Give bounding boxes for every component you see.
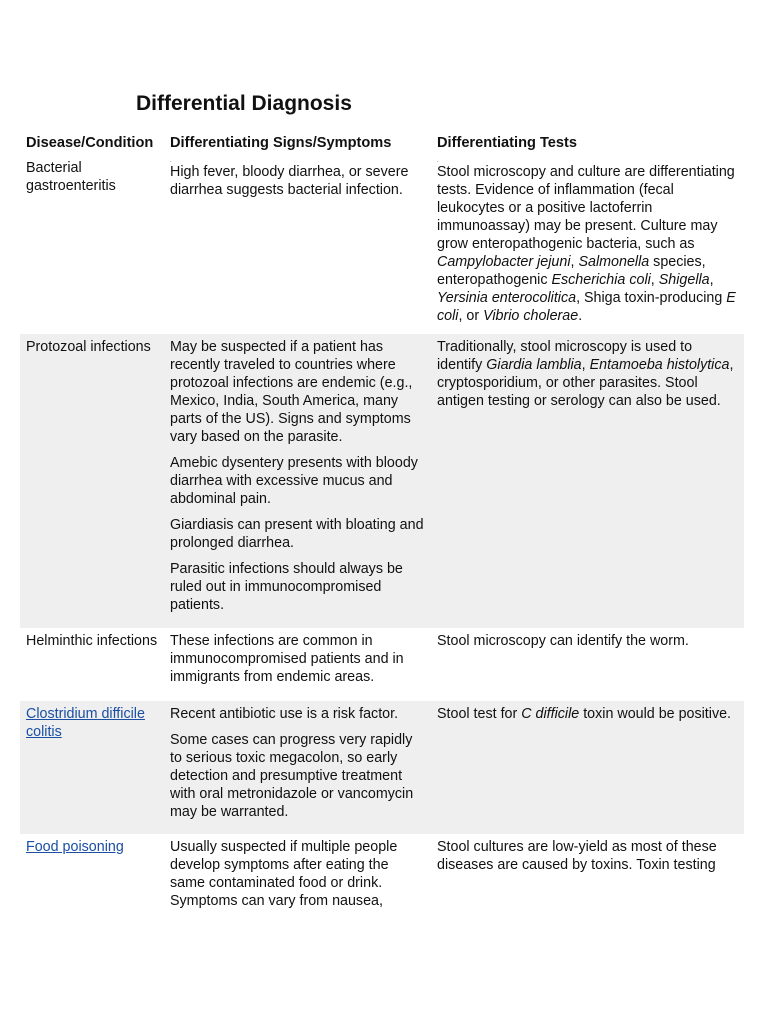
condition-cell (20, 334, 164, 628)
signs-cell: . High fever, bloody diarrhea, or severe diarrhea suggests bacterial infection. (164, 157, 431, 334)
table-row (20, 157, 744, 334)
table-row (20, 701, 744, 834)
table-header-row (20, 130, 744, 157)
condition-cell (20, 834, 164, 919)
condition-link-clostridium-difficile[interactable]: Clostridium difficile colitis (26, 706, 145, 740)
tests-cell: . Stool microscopy and culture are differentiating tests. Evidence of inflammation (fecal leukocytes or a positive lactoferrin immunoassay) may be present. Culture may grow enteropathogenic bacteria, such as Campylobacter jejuni, Salmonella species, enteropathogenic Escherichia coli, Shigella, Yersinia enterocolitica, Shiga toxin-producing E coli, or Vibrio cholerae. (431, 157, 744, 334)
tests-paragraph: Stool microscopy and culture are differentiating tests. Evidence of inflammation (fecal leukocytes or a positive lactoferrin immunoassay) may be present. Culture may grow enteropathogenic bacteria, such as Campylobacter jejuni, Salmonella species, enteropathogenic Escherichia coli, Shigella, Yersinia enterocolitica, Shiga toxin-producing E coli, or Vibrio cholerae. (437, 164, 736, 324)
signs-paragraph: Giardiasis can present with bloating and prolonged diarrhea. (170, 517, 424, 551)
tests-cell (431, 628, 744, 701)
tests-paragraph: Stool microscopy can identify the worm. (437, 633, 689, 649)
differential-diagnosis-table (20, 130, 744, 919)
signs-cell (164, 834, 431, 919)
condition-label: Protozoal infections (26, 339, 151, 355)
signs-paragraph: May be suspected if a patient has recently traveled to countries where protozoal infections are endemic (e.g., Mexico, India, South America, many parts of the US). Signs and symptoms vary based on the parasite. (170, 339, 413, 445)
signs-paragraph: Usually suspected if multiple people develop symptoms after eating the same contaminated food or drink. Symptoms can vary from nausea, (170, 839, 398, 909)
table-row (20, 628, 744, 701)
signs-paragraph: Some cases can progress very rapidly to serious toxic megacolon, so early detection and presumptive treatment with oral metronidazole or vancomycin may be warranted. (170, 732, 414, 820)
condition-cell (20, 157, 164, 334)
condition-label: Bacterial gastroenteritis (26, 160, 116, 194)
signs-paragraph: High fever, bloody diarrhea, or severe diarrhea suggests bacterial infection. (170, 164, 409, 198)
signs-cell (164, 628, 431, 701)
condition-cell (20, 628, 164, 701)
tests-paragraph: Stool cultures are low-yield as most of these diseases are caused by toxins. Toxin testing (437, 839, 717, 873)
signs-paragraph: Amebic dysentery presents with bloody diarrhea with excessive mucus and abdominal pain. (170, 455, 418, 507)
tests-cell (431, 334, 744, 628)
header-tests: Differentiating Tests (437, 135, 578, 151)
signs-cell (164, 701, 431, 834)
table-row (20, 834, 744, 919)
signs-paragraph: Recent antibiotic use is a risk factor. (170, 706, 399, 722)
tests-cell (431, 834, 744, 919)
condition-cell (20, 701, 164, 834)
condition-label: Helminthic infections (26, 633, 158, 649)
signs-cell (164, 334, 431, 628)
header-signs: Differentiating Signs/Symptoms (170, 135, 392, 151)
tests-paragraph: Traditionally, stool microscopy is used to identify Giardia lamblia, Entamoeba histolytica, cryptosporidium, or other parasites. Stool antigen testing or serology can also be used. (437, 339, 734, 409)
signs-paragraph: Parasitic infections should always be ruled out in immunocompromised patients. (170, 561, 403, 613)
page-title: Differential Diagnosis (136, 92, 352, 115)
tests-paragraph: Stool test for C difficile toxin would be positive. (437, 706, 732, 722)
header-condition: Disease/Condition (26, 135, 154, 151)
condition-link-food-poisoning[interactable]: Food poisoning (26, 839, 124, 855)
table-row (20, 334, 744, 628)
signs-paragraph: These infections are common in immunocompromised patients and in immigrants from endemic areas. (170, 633, 404, 685)
tests-cell (431, 701, 744, 834)
